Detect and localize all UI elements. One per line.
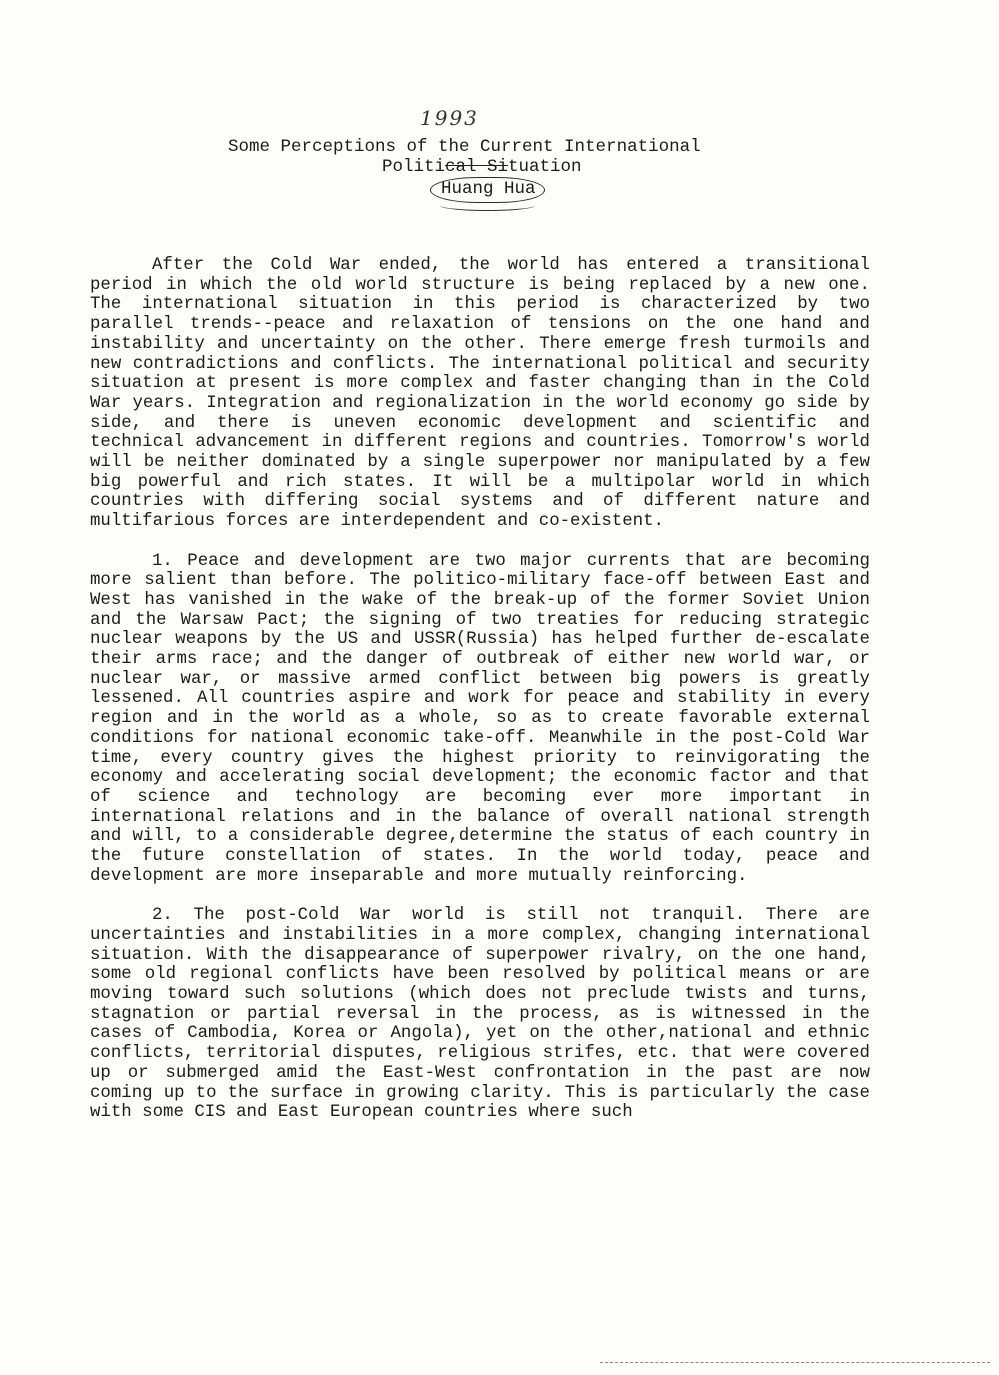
scan-artifact-line (600, 1362, 990, 1367)
title-struck-text: cal Si (445, 157, 509, 177)
handwritten-note: 1993 (420, 106, 479, 130)
title-line-2-start: Politi (382, 157, 446, 177)
paragraph-2: 2. The post-Cold War world is still not tranquil. There are uncertainties and instabilities in a more complex, changing international situation. With the disappearance of superpower rivalry, on the one hand, some old regional conflicts have been resolved by political means or are moving toward such solutions (which does not preclude twists and turns, stagnation or partial reversal in the process, as is witnessed in the cases of Cambodia, Korea or Angola), yet on the other,national and ethnic conflicts, territorial disputes, religious strifes, etc. that were covered up or submerged amid the East-West confrontation in the past are now coming up to the surface in growing clarity. This is particularly the case with some CIS and East European countries where such (90, 906, 870, 1123)
title-line-2-end: tuation (508, 157, 582, 177)
document-body (90, 256, 870, 1143)
paragraph-intro: After the Cold War ended, the world has entered a transitional period in which the old world structure is being replaced by a new one. The international situation in this period is characterized by two parallel trends--peace and relaxation of tensions on the one hand and instability and uncertainty on the other. There emerge fresh turmoils and new contradictions and conflicts. The international political and security situation at present is more complex and faster changing than in the Cold War years. Integration and regionalization in the world economy go side by side, and there is uneven economic development and scientific and technical advancement in different regions and countries. Tomorrow's world will be neither dominated by a single superpower nor manipulated by a few big powerful and rich states. It will be a multipolar world in which countries with differing social systems and of different nature and multifarious forces are interdependent and co-existent. (90, 256, 870, 532)
author-circle-underline (440, 200, 535, 211)
author-name: Huang Hua (430, 177, 545, 203)
paragraph-1: 1. Peace and development are two major currents that are becoming more salient than before. The politico-military face-off between East and West has vanished in the wake of the break-up of the former Soviet Union and the Warsaw Pact; the signing of two treaties for reducing strategic nuclear weapons by the US and USSR(Russia) has helped further de-escalate their arms race; and the danger of outbreak of either new world war, or nuclear war, or massive armed conflict between big powers is greatly lessened. All countries aspire and work for peace and stability in every region and in the world as a whole, so as to create favorable external conditions for national economic take-off. Meanwhile in the post-Cold War time, every country gives the highest priority to reinvigorating the economy and accelerating social development; the economic factor and that of science and technology are becoming ever more important in international relations and in the balance of overall national strength and will, to a considerable degree,determine the status of each country in the future constellation of states. In the world today, peace and development are more inseparable and more mutually reinforcing. (90, 551, 870, 886)
title-line-2 (382, 157, 582, 177)
title-line-1: Some Perceptions of the Current International (228, 137, 701, 157)
